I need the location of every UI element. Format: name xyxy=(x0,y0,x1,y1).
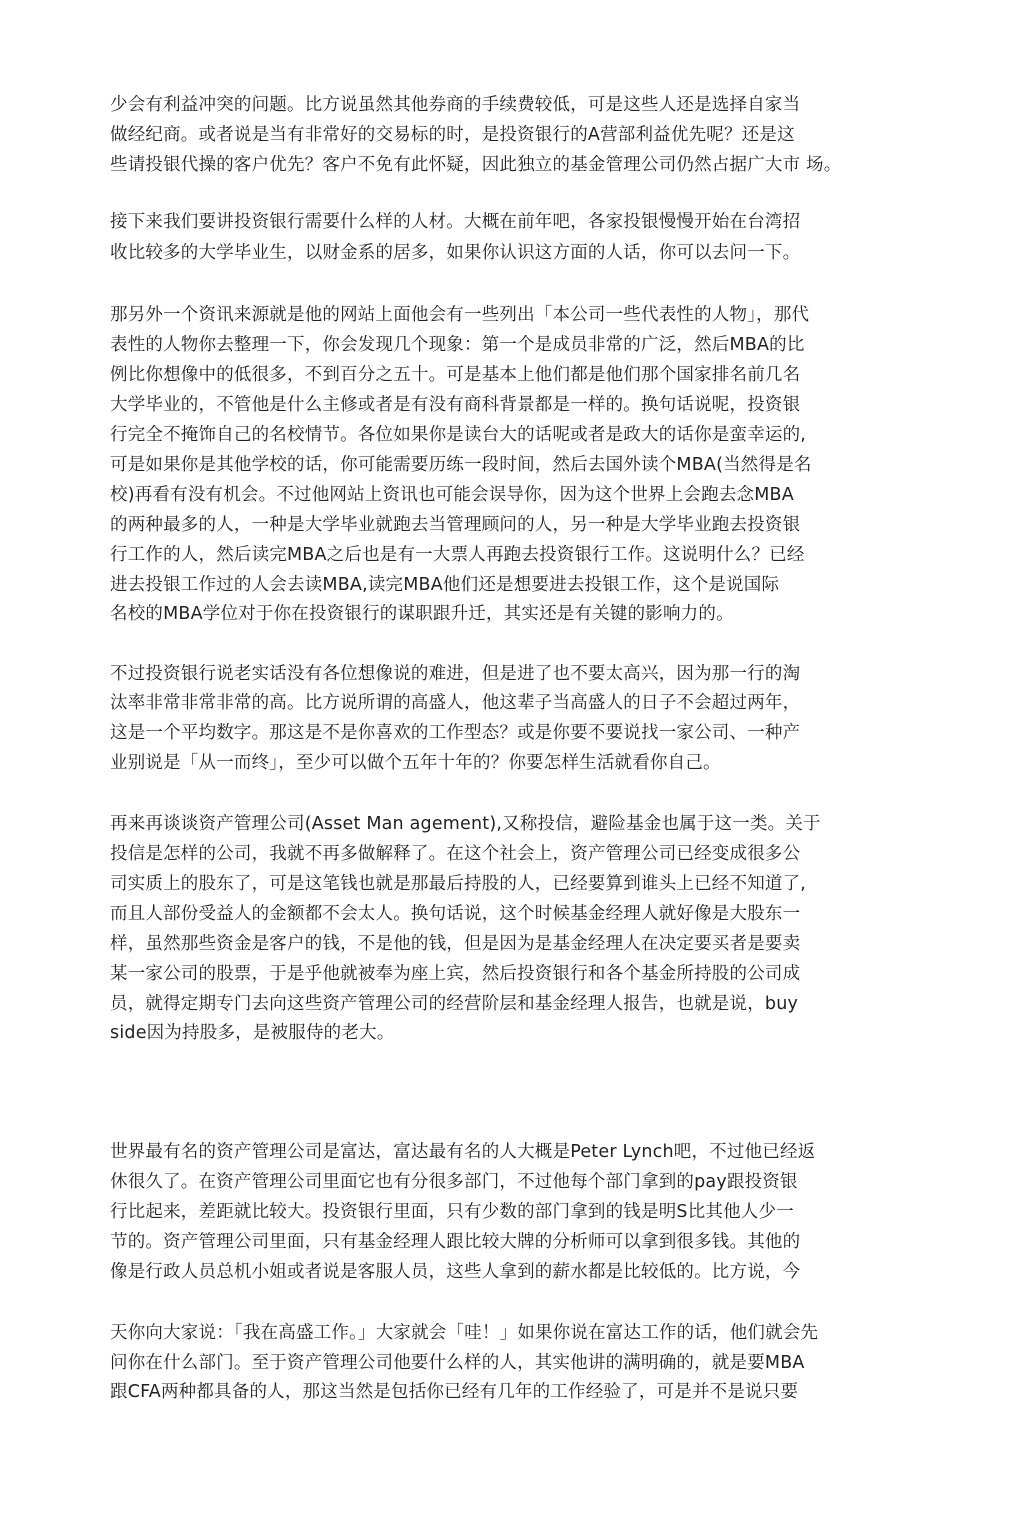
text-line: 样，虽然那些资金是客户的钱，不是他的钱，但是因为是基金经理人在决定要买者是要卖 xyxy=(110,934,801,954)
text-line: 投信是怎样的公司，我就不再多做解释了。在这个社会上，资产管理公司已经变成很多公 xyxy=(110,844,801,864)
text-line: 表性的人物你去整理一下，你会发现几个现象：第一个是成员非常的广泛，然后MBA的比 xyxy=(110,335,805,355)
text-line: 些请投银代操的客户优先？客户不免有此怀疑，因此独立的基金管理公司仍然占据广大市 场。 xyxy=(110,155,842,175)
text-line: 像是行政人员总机小姐或者说是客服人员，这些人拿到的薪水都是比较低的。比方说，今 xyxy=(110,1262,801,1282)
text-line: 校)再看有没有机会。不过他网站上资讯也可能会误导你，因为这个世界上会跑去念MBA xyxy=(110,485,794,505)
text-line: 行比起来，差距就比较大。投资银行里面，只有少数的部门拿到的钱是明S比其他人少一 xyxy=(110,1202,794,1222)
text-line: 少会有利益冲突的问题。比方说虽然其他券商的手续费较低，可是这些人还是选择自家当 xyxy=(110,95,801,115)
text-line: 不过投资银行说老实话没有各位想像说的难进，但是进了也不要太高兴，因为那一行的淘 xyxy=(110,664,801,684)
text-line: 问你在什么部门。至于资产管理公司他要什么样的人，其实他讲的满明确的，就是要MBA xyxy=(110,1353,805,1373)
text-line: 休很久了。在资产管理公司里面它也有分很多部门，不过他每个部门拿到的pay跟投资银 xyxy=(110,1172,798,1192)
text-line: 而且人部份受益人的金额都不会太人。换句话说，这个时候基金经理人就好像是大股东一 xyxy=(110,904,801,924)
text-line: 节的。资产管理公司里面，只有基金经理人跟比较大牌的分析师可以拿到很多钱。其他的 xyxy=(110,1232,801,1252)
text-line: 大学毕业的，不管他是什么主修或者是有没有商科背景都是一样的。换句话说呢，投资银 xyxy=(110,395,801,415)
text-line: 做经纪商。或者说是当有非常好的交易标的时，是投资银行的A营部利益优先呢？还是这 xyxy=(110,125,795,145)
text-line: 那另外一个资讯来源就是他的网站上面他会有一些列出「本公司一些代表性的人物」，那代 xyxy=(110,305,810,325)
text-line: 例比你想像中的低很多，不到百分之五十。可是基本上他们都是他们那个国家排名前几名 xyxy=(110,365,801,385)
text-line: 司实质上的股东了，可是这笔钱也就是那最后持股的人，已经要算到谁头上已经不知道了, xyxy=(110,874,807,894)
text-line: 这是一个平均数字。那这是不是你喜欢的工作型态？或是你要不要说找一家公司、一种产 xyxy=(110,723,801,743)
text-line: 某一家公司的股票，于是乎他就被奉为座上宾，然后投资银行和各个基金所持股的公司成 xyxy=(110,964,801,984)
text-line: 收比较多的大学毕业生，以财金系的居多，如果你认识这方面的人话，你可以去问一下。 xyxy=(110,243,801,263)
text-line: 跟CFA两种都具备的人，那这当然是包括你已经有几年的工作经验了，可是并不是说只要 xyxy=(110,1382,799,1402)
text-line: 再来再谈谈资产管理公司(Asset Man agement),又称投信，避险基金也属于这一类。关于 xyxy=(110,814,821,834)
text-line: 接下来我们要讲投资银行需要什么样的人材。大概在前年吧，各家投银慢慢开始在台湾招 xyxy=(110,212,801,232)
text-line: 的两种最多的人，一种是大学毕业就跑去当管理顾问的人，另一种是大学毕业跑去投资银 xyxy=(110,515,801,535)
text-line: 进去投银工作过的人会去读MBA,读完MBA他们还是想要进去投银工作，这个是说国际 xyxy=(110,575,780,595)
text-line: 员，就得定期专门去向这些资产管理公司的经营阶层和基金经理人报告，也就是说，buy xyxy=(110,994,799,1014)
text-line: 天你向大家说：「我在高盛工作。」大家就会「哇！」如果你说在富达工作的话，他们就会先 xyxy=(110,1323,819,1343)
text-line: 汰率非常非常非常的高。比方说所谓的高盛人，他这辈子当高盛人的日子不会超过两年， xyxy=(110,693,801,713)
text-line: 可是如果你是其他学校的话，你可能需要历练一段时间，然后去国外读个MBA(当然得是名 xyxy=(110,455,812,475)
text-line: 名校的MBA学位对于你在投资银行的谋职跟升迁，其实还是有关键的影响力的。 xyxy=(110,604,734,624)
text-line: 世界最有名的资产管理公司是富达，富达最有名的人大概是Peter Lynch吧，不过他已经返 xyxy=(110,1142,816,1162)
text-line: side因为持股多，是被服侍的老大。 xyxy=(110,1023,395,1043)
text-line: 行工作的人，然后读完MBA之后也是有一大票人再跑去投资银行工作。这说明什么？已经 xyxy=(110,545,805,565)
text-line: 行完全不掩饰自己的名校情节。各位如果你是读台大的话呢或者是政大的话你是蛮幸运的, xyxy=(110,425,807,445)
text-line: 业别说是「从一而终」，至少可以做个五年十年的？你要怎样生活就看你自己。 xyxy=(110,753,721,773)
